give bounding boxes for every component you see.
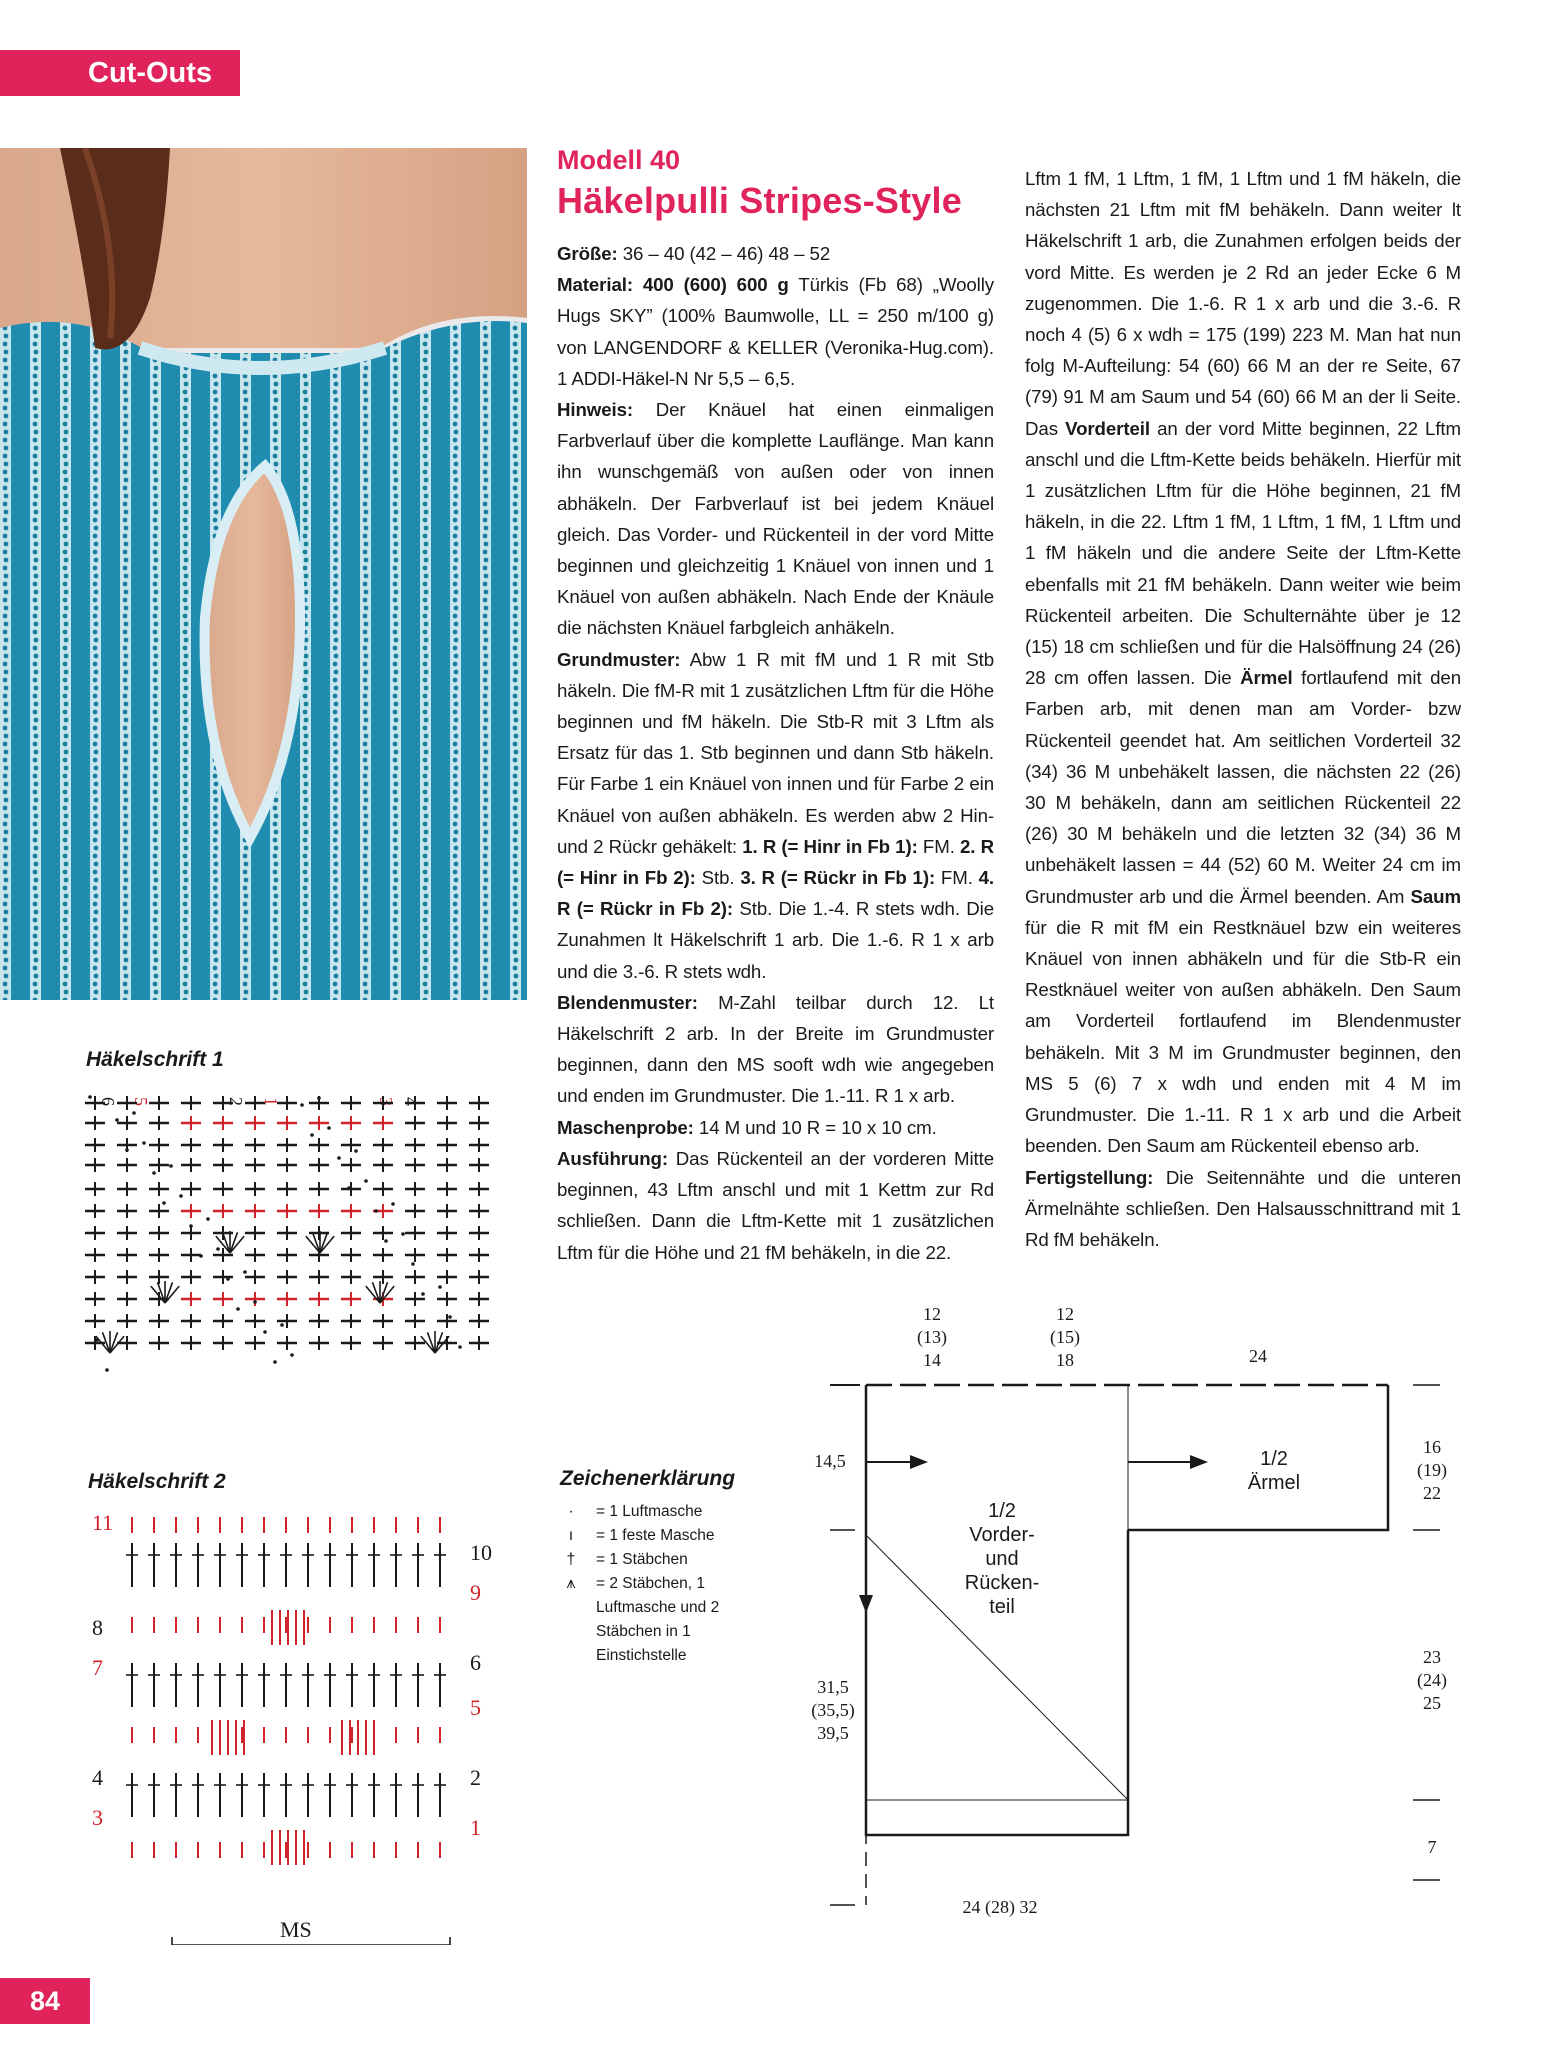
chain-dot xyxy=(280,1323,284,1327)
model-number: Modell 40 xyxy=(557,145,681,175)
chain-dot xyxy=(290,1353,294,1357)
chart2-title: Häkelschrift 2 xyxy=(88,1470,226,1493)
text-run: Stb. Die 1.-4. R stets wdh. Die Zunahmen lt Häkelschrift 1 arb. Die 1.-6. R 1 x arb und die 3.-6. R stets wdh. xyxy=(557,898,994,982)
chain-dot xyxy=(337,1156,341,1160)
paragraph xyxy=(557,238,994,269)
text-run: an der vord Mitte beginnen, 22 Lftm anschl und die Lftm-Kette beids behäkeln. Hierfür mit 1 zusätzlichen Lftm für die Höhe beginnen, 21 fM häkeln, in die 22. Lftm 1 fM, 1 Lftm, 1 fM, 1 Lftm und 1 fM häkeln und die andere Seite der Lftm-Kette ebenfalls mit 21 fM behäkeln. Dann weiter wie beim Rückenteil arbeiten. Die Schulternähte über je 12 (15) 18 cm schließen und für die Halsöffnung 24 (26) 28 cm offen lassen. Die xyxy=(1025,417,1461,689)
row-label-right: 6 xyxy=(470,1650,481,1675)
text-run: Stb. xyxy=(695,867,741,889)
chain-dot xyxy=(142,1141,146,1145)
sleeve-width-label: 22 xyxy=(1423,1483,1441,1503)
legend-label: = 2 Stäbchen, 1 Luftmasche und 2 Stäbchen in 1 Einstichstelle xyxy=(596,1575,720,1664)
side-height-label: 23 xyxy=(1423,1647,1441,1667)
body-label: und xyxy=(985,1548,1019,1570)
bold-term: Saum xyxy=(1410,885,1461,907)
arrow-head xyxy=(910,1455,928,1469)
row-label: 3 xyxy=(376,1097,396,1106)
chain-dot xyxy=(327,1126,331,1130)
fan-increase xyxy=(421,1331,449,1353)
shoulder-width-label: 12 xyxy=(923,1304,941,1324)
neck-depth-label: 14,5 xyxy=(814,1451,846,1471)
chain-dot xyxy=(253,1300,257,1304)
chain-dot xyxy=(421,1292,425,1296)
legend-symbol: † xyxy=(566,1551,576,1568)
sleeve-width-label: 16 xyxy=(1423,1437,1441,1457)
arrow-head xyxy=(859,1595,873,1613)
sleeve-label: 1/2 xyxy=(1260,1448,1288,1470)
chain-dot xyxy=(347,1186,351,1190)
bold-term: Grundmuster: xyxy=(557,648,681,670)
chain-dot xyxy=(243,1270,247,1274)
instructions-column-2 xyxy=(1025,163,1461,1255)
chain-dot xyxy=(273,1360,277,1364)
paragraph xyxy=(557,394,994,644)
schematic-diagram xyxy=(790,1295,1550,1935)
shoulder-width-label: (13) xyxy=(917,1327,947,1347)
legend-label: = 1 Stäbchen xyxy=(596,1551,688,1568)
red-fan xyxy=(342,1720,374,1755)
repeat-label: MS xyxy=(280,1917,312,1942)
chain-dot xyxy=(364,1179,368,1183)
side-length-label: 39,5 xyxy=(817,1723,849,1743)
paragraph xyxy=(1025,1162,1461,1256)
fan-increase xyxy=(306,1231,334,1253)
shoulder-width-label: 14 xyxy=(923,1350,941,1370)
row-label-left: 7 xyxy=(92,1655,103,1680)
chain-dot xyxy=(411,1262,415,1266)
model-title: Häkelpulli Stripes-Style xyxy=(557,180,962,221)
legend-symbol: ı xyxy=(568,1527,574,1544)
row-label-right: 10 xyxy=(470,1540,492,1565)
chain-dot xyxy=(226,1277,230,1281)
paragraph xyxy=(1025,163,1461,1162)
chain-dot xyxy=(236,1307,240,1311)
fan-stroke xyxy=(230,1236,244,1253)
chain-dot xyxy=(125,1148,129,1152)
chain-dot xyxy=(199,1254,203,1258)
text-run: fortlaufend mit den Farben arb, mit denen man am Vorder- bzw Rückenteil geendet hat. Am seitlichen Vorderteil 32 (34) 36 M unbehäkelt lassen, die nächsten 22 (26) 30 M behäkeln, dann am seitlichen Rückenteil 22 (26) 30 M behäkeln und die letzten 32 (34) 36 M unbehäkelt lassen = 44 (52) 60 M. Weiter 24 cm im Grundmuster arb und die Ärmel beenden. Am xyxy=(1025,667,1461,907)
chain-dot xyxy=(162,1201,166,1205)
sleeve-label: Ärmel xyxy=(1247,1472,1301,1494)
text-run: FM. xyxy=(917,835,960,857)
side-height-label: 25 xyxy=(1423,1693,1441,1713)
chain-dot xyxy=(216,1247,220,1251)
body-label: teil xyxy=(989,1596,1015,1618)
bold-term: 1. R (= Hinr in Fb 1): xyxy=(742,835,918,857)
chain-dot xyxy=(189,1224,193,1228)
fan-stroke xyxy=(306,1236,320,1253)
neck-width-label: (15) xyxy=(1050,1327,1080,1347)
arrow-head xyxy=(1190,1455,1208,1469)
chain-dot xyxy=(448,1315,452,1319)
text-run: Die Seitennähte und die unteren Ärmelnähte schließen. Den Halsausschnittrand mit 1 Rd fM behäkeln. xyxy=(1025,1166,1461,1250)
legend-item xyxy=(560,1524,760,1548)
legend-symbol: · xyxy=(568,1503,574,1520)
fan-stroke xyxy=(151,1286,165,1303)
sleeve-length-label: 24 xyxy=(1249,1346,1267,1366)
chain-dot xyxy=(391,1202,395,1206)
chain-dot xyxy=(354,1149,358,1153)
row-label: 5 xyxy=(131,1097,151,1106)
row-label-right: 5 xyxy=(470,1695,481,1720)
text-run: M-Zahl teilbar durch 12. Lt Häkelschrift 2 arb. In der Breite im Grundmuster beginnen, dann den MS sooft wdh wie angegeben und enden im Grundmuster. Die 1.-11. R 1 x arb. xyxy=(557,991,994,1107)
bold-term: Größe: xyxy=(557,243,618,264)
chain-dot xyxy=(132,1111,136,1115)
red-fan xyxy=(272,1830,304,1865)
fan-stroke xyxy=(110,1332,118,1353)
row-label: 1 xyxy=(261,1097,281,1106)
legend-label: = 1 feste Masche xyxy=(596,1527,715,1544)
legend-item xyxy=(560,1572,760,1668)
chain-dot xyxy=(95,1338,99,1342)
text-run: 36 – 40 (42 – 46) 48 – 52 xyxy=(617,243,831,264)
sweater-photo xyxy=(0,148,527,1000)
chain-dot xyxy=(458,1345,462,1349)
chart1-title: Häkelschrift 1 xyxy=(86,1048,224,1071)
legend-title: Zeichenerklärung xyxy=(560,1467,736,1490)
row-label-left: 4 xyxy=(92,1765,103,1790)
paragraph xyxy=(557,644,994,987)
fan-stroke xyxy=(165,1286,179,1303)
side-height-label: (24) xyxy=(1417,1670,1447,1690)
neck-width-label: 12 xyxy=(1056,1304,1074,1324)
side-length-label: 31,5 xyxy=(817,1677,849,1697)
row-label-left: 3 xyxy=(92,1805,103,1830)
side-length-label: (35,5) xyxy=(811,1700,855,1720)
chain-dot xyxy=(374,1209,378,1213)
text-run: 14 M und 10 R = 10 x 10 cm. xyxy=(693,1116,937,1138)
chart2-diagram xyxy=(80,1505,520,1945)
chain-dot xyxy=(152,1171,156,1175)
sleeve-width-label: (19) xyxy=(1417,1460,1447,1480)
body-width-label: 24 (28) 32 xyxy=(962,1897,1038,1917)
bold-term: Ärmel xyxy=(1240,667,1293,689)
chain-dot xyxy=(206,1217,210,1221)
sleeve-outline xyxy=(1128,1385,1388,1530)
neck-width-label: 18 xyxy=(1056,1350,1074,1370)
fan-stroke xyxy=(320,1236,334,1253)
text-run: Lftm 1 fM, 1 Lftm, 1 fM, 1 Lftm und 1 fM häkeln, die nächsten 21 Lftm mit fM behäkeln. Dann weiter lt Häkelschrift 1 arb, die Zunahmen erfolgen beids der vord Mitte. Es werden je 2 Rd an jeder Ecke 6 M zugenommen. Die 1.-6. R 1 x arb und die 3.-6. R noch 4 (5) 6 x wdh = 175 (199) 223 M. Man hat nun folg M-Aufteilung: 54 (60) 66 M an der re Seite, 67 (79) 91 M am Saum und 54 (60) 66 M an der li Seite. Das xyxy=(1025,168,1461,439)
row-label-right: 1 xyxy=(470,1815,481,1840)
row-label: 2 xyxy=(226,1097,246,1106)
sweater-illustration xyxy=(0,148,527,1000)
bold-term: 2. R (= Hinr in Fb 2): xyxy=(557,835,994,889)
page-number: 84 xyxy=(0,1978,90,2024)
hem-depth-label: 7 xyxy=(1427,1837,1437,1857)
chart1-diagram xyxy=(80,1085,500,1390)
red-fan xyxy=(272,1610,304,1645)
section-tag: Cut-Outs xyxy=(0,50,240,96)
body-label: Vorder- xyxy=(969,1524,1035,1546)
bold-term: Vorderteil xyxy=(1065,417,1150,439)
row-label-right: 2 xyxy=(470,1765,481,1790)
fan-stroke xyxy=(230,1232,238,1253)
chain-dot xyxy=(263,1330,267,1334)
bold-term: Fertigstellung: xyxy=(1025,1166,1154,1188)
chain-dot xyxy=(384,1239,388,1243)
bold-term: 4. R (= Rückr in Fb 2): xyxy=(557,867,995,920)
bold-term: Hinweis: xyxy=(557,399,634,421)
text-run: FM. xyxy=(935,867,979,889)
fan-increase xyxy=(216,1231,244,1253)
paragraph xyxy=(557,1112,994,1143)
bold-term: 3. R (= Rückr in Fb 1): xyxy=(740,867,936,889)
row-label: 6 xyxy=(98,1097,118,1106)
text-run: Abw 1 R mit fM und 1 R mit Stb häkeln. Die fM-R mit 1 zusätzlichen Lftm für die Höhe beginnen und fM häkeln. Die Stb-R mit 3 Lftm als Ersatz für das 1. Stb beginnen und dann Stb häkeln. Für Farbe 1 ein Knäuel von innen und für Farbe 2 ein Knäuel von außen abhäkeln. Es werden abw 2 Hin- und 2 Rückr gehäkelt: xyxy=(557,648,994,857)
row-label-left: 8 xyxy=(92,1615,103,1640)
body-label: Rücken- xyxy=(964,1572,1040,1594)
chain-dot xyxy=(105,1368,109,1372)
text-run: für die R mit fM ein Restknäuel bzw ein weiteres Knäuel von innen abhäkeln und für die Stb-R ein Restknäuel weiter von außen abhäkeln. Den Saum am Vorderteil fortlaufend im Blendenmuster behäkeln. Mit 3 M im Grundmuster beginnen, den MS 5 (6) 7 x wdh und enden mit 4 M im Grundmuster. Die 1.-11. R 1 x arb und die Arbeit beenden. Den Saum am Rückenteil ebenso arb. xyxy=(1025,916,1461,1157)
text-run: Das Rückenteil an der vorderen Mitte beginnen, 43 Lftm anschl und mit 1 Kettm zur Rd schließen. Dann die Lftm-Kette mit 1 zusätzlichen Lftm für die Höhe und 21 fM behäkeln, in die 22. xyxy=(557,1147,994,1263)
text-run: Türkis (Fb 68) „Woolly Hugs SKY” (100% Baumwolle, LL = 250 m/100 g) von LANGENDORF & KELLER (Veronika-Hug.com). 1 ADDI-Häkel-N Nr 5,5 – 6,5. xyxy=(557,274,994,389)
fan-stroke xyxy=(320,1232,328,1253)
chain-dot xyxy=(300,1103,304,1107)
chain-dot xyxy=(169,1164,173,1168)
legend-label: = 1 Luftmasche xyxy=(596,1503,703,1520)
legend-symbol: ⩚ xyxy=(566,1575,576,1592)
fan-increase xyxy=(96,1331,124,1353)
chain-dot xyxy=(438,1285,442,1289)
row-label-right: 9 xyxy=(470,1580,481,1605)
fan-stroke xyxy=(421,1336,435,1353)
fan-stroke xyxy=(110,1336,124,1353)
chain-dot xyxy=(401,1232,405,1236)
fan-stroke xyxy=(366,1286,380,1303)
text-run: Der Knäuel hat einen einmaligen Farbverlauf über die komplette Lauflänge. Man kann ihn wunschgemäß von außen oder von innen abhäkeln. Der Farbverlauf ist bei jedem Knäuel gleich. Das Vorder- und Rückenteil in der vord Mitte beginnen und gleichzeitig 1 Knäuel von innen und 1 Knäuel von außen abhäkeln. Nach Ende der Knäule die nächsten Knäuel farbgleich anhäkeln. xyxy=(557,399,994,639)
chain-dot xyxy=(317,1096,321,1100)
chain-dot xyxy=(310,1133,314,1137)
chain-dot xyxy=(88,1095,92,1099)
legend-item xyxy=(560,1500,760,1524)
row-label: 4 xyxy=(401,1097,421,1106)
paragraph xyxy=(557,269,994,394)
legend xyxy=(560,1500,760,1668)
chain-dot xyxy=(179,1194,183,1198)
bold-term: Blendenmuster: xyxy=(557,991,698,1013)
body-label: 1/2 xyxy=(988,1500,1016,1522)
bold-term: Maschenprobe: xyxy=(557,1116,694,1138)
red-fan xyxy=(212,1720,244,1755)
bold-term: Ausführung: xyxy=(557,1147,668,1169)
bold-term: Material: 400 (600) 600 g xyxy=(557,274,789,296)
paragraph xyxy=(557,987,994,1112)
paragraph xyxy=(557,1143,994,1268)
chain-dot xyxy=(115,1118,119,1122)
row-label-left: 11 xyxy=(92,1510,114,1535)
fan-stroke xyxy=(427,1332,435,1353)
legend-item xyxy=(560,1548,760,1572)
instructions-column-1 xyxy=(557,238,994,1268)
